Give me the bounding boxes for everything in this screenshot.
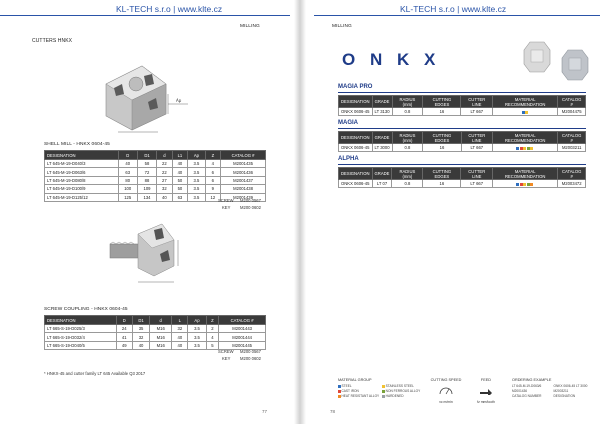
header-rule-right [314,15,600,16]
shell-mill-header-row [45,151,266,160]
table-row [45,160,266,168]
col-material: MATERIAL RECOMMENDATION [493,132,558,144]
cell: 27 [157,176,173,184]
cell: 63 [118,168,137,176]
header-row [339,96,586,108]
group-rule [338,164,586,165]
coupling-screw-code: M200 0567 [240,349,261,354]
section-label-right: MILLING [332,24,352,29]
cell: 3.5 [188,333,206,341]
col-radius: RADIUS (mm) [392,96,423,108]
shell-mill-table [44,150,266,202]
col-edges: CUTTING EDGES [423,168,461,180]
ordering-line: DESIGNATION [553,394,576,398]
col-d-small: d [157,151,173,160]
group-title-magia: MAGIA [338,120,358,126]
legend-vc: vc m/min [439,400,453,404]
cell: LT 645-M-19-D063/6 [45,168,119,176]
legend-fz: fz mm/tooth [477,400,495,404]
material-list [338,384,421,398]
material-label: HARDENED [385,394,404,398]
cell: 16 [423,108,461,116]
cell: M2001443 [219,325,266,333]
cell: 22 [157,168,173,176]
table-row [339,180,586,188]
cell: 12 [205,193,221,201]
material-swatches [493,180,558,188]
table-row [339,108,586,116]
cell: 50 [172,176,188,184]
ordering-lines [512,384,592,398]
ordering-line: M2003211 [553,389,569,393]
group-title-alpha: ALPHA [338,156,359,162]
cell: 3.5 [188,325,206,333]
col-catalog: CATALOG # [558,168,586,180]
cell: 32 [157,185,173,193]
cell: M2003472 [558,180,586,188]
col-cutter-line: CUTTER LINE [461,132,493,144]
cell: 40 [118,160,137,168]
cutters-title: CUTTERS HNKX [32,38,73,44]
table-row [45,185,266,193]
cell: 4 [205,160,221,168]
col-grade: GRADE [372,96,392,108]
material-label: STEEL [341,384,352,388]
col-catalog: CATALOG # [221,151,266,160]
group-title-magia-pro: MAGIA PRO [338,84,373,90]
cell: 125 [118,193,137,201]
speedometer-icon [439,385,453,395]
col-material: MATERIAL RECOMMENDATION [493,96,558,108]
cell: 3.5 [188,168,205,176]
footnote: * HNKX-45 and cutter family LT 645 Available Q3 2017 [44,371,146,376]
cell: 4 [206,333,219,341]
cell: 6 [205,168,221,176]
col-catalog: CATALOG # [558,132,586,144]
cell: LT 667 [461,144,493,152]
ordering-line: LT 645-M-19-D063/6 [512,384,542,388]
cell: 32 [172,325,188,333]
section-label-left: MILLING [240,24,260,29]
shell-mill-title: SHELL MILL - HNKX 0604-45 [44,142,110,147]
col-d: D [116,316,132,325]
cell: LT 645-M-19-D100/9 [45,185,119,193]
col-d1: D1 [132,316,149,325]
cell: 16 [423,180,461,188]
col-designation: DESIGNATION [45,316,117,325]
cell: 63 [172,193,188,201]
cell: 2 [206,325,219,333]
col-edges: CUTTING EDGES [423,132,461,144]
cell: 0.8 [392,144,423,152]
spine-shadow-right [300,0,306,424]
cell: 40 [172,168,188,176]
cell: 134 [137,193,156,201]
cell: LT 665-S-19-D040/5 [45,341,117,349]
cell: 109 [137,185,156,193]
material-legend-item [338,389,379,393]
col-l1: L1 [172,151,188,160]
material-swatches [493,108,558,116]
material-label: HEAT RESISTANT ALLOY [341,394,380,398]
cell: 41 [116,333,132,341]
cell: ONKX 0606-45 [339,144,373,152]
material-legend-item [338,394,379,398]
col-d-small: d [150,316,172,325]
cell: M2004475 [558,108,586,116]
cell: 32 [132,333,149,341]
col-ap: Ap [188,316,206,325]
cell: 16 [423,144,461,152]
cell: M2001435 [221,160,266,168]
col-cutter-line: CUTTER LINE [461,96,493,108]
cell: M2001439 [221,193,266,201]
material-swatches [493,144,558,152]
screw-coupling-drawing-icon [104,214,200,294]
cell: M2001436 [221,168,266,176]
col-ap: Ap [188,151,205,160]
cell: 0.8 [392,108,423,116]
svg-text:Ap: Ap [176,98,182,103]
cell: 40 [172,160,188,168]
material-swatch [530,147,533,150]
screw-coupling-table [44,315,266,350]
alpha-table [338,167,586,188]
cell: 3.5 [188,341,206,349]
coupling-key-label: KEY [222,356,231,361]
material-group-legend [338,378,421,398]
col-grade: GRADE [372,168,392,180]
col-material: MATERIAL RECOMMENDATION [493,168,558,180]
group-rule [338,128,586,129]
page-number-right: 78 [330,409,336,414]
cell: M2001445 [219,341,266,349]
cell: LT 3000 [372,144,392,152]
cell: 40 [172,333,188,341]
cell: 80 [118,176,137,184]
cell: M2003211 [558,144,586,152]
legend-ordering: ORDERING EXAMPLE [512,378,552,382]
cell: 88 [137,176,156,184]
cell: ONKX 0606-45 [339,108,373,116]
magia-pro-table [338,95,586,116]
material-legend-item [382,394,420,398]
cell: LT 665-S-19-D032/4 [45,333,117,341]
col-edges: CUTTING EDGES [423,96,461,108]
cell: 3.5 [188,185,205,193]
col-designation: DESIGNATION [339,132,373,144]
ordering-line: M2001436 [512,389,528,393]
cell: M2001437 [221,176,266,184]
table-row [339,144,586,152]
cell: 49 [116,341,132,349]
cell: LT 645-M-19-D125/12 [45,193,119,201]
cell: ONKX 0606-45 [339,180,373,188]
cell: 24 [116,325,132,333]
col-designation: DESIGNATION [45,151,119,160]
table-row [45,325,266,333]
screw-coupling-title: SCREW COUPLING - HNKX 0604-45 [44,307,128,312]
page-number-left: 77 [262,409,268,414]
material-label: STAINLESS STEEL [385,384,414,388]
cell: 35 [132,325,149,333]
cell: M2001438 [221,185,266,193]
header-row [339,132,586,144]
col-z: Z [206,316,219,325]
header-row [339,168,586,180]
material-label: NON FERROUS ALLOY [385,389,421,393]
cell: LT 667 [461,180,493,188]
shell-screw-label: SCREW [218,198,234,203]
cell: 3.5 [188,160,205,168]
table-row [45,333,266,341]
cell: 0.8 [392,180,423,188]
cell: LT 645-M-19-D040/3 [45,160,119,168]
cell: 3.5 [188,176,205,184]
col-catalog: CATALOG # [219,316,266,325]
ordering-example [512,378,592,398]
col-l: L [172,316,188,325]
table-row [45,176,266,184]
material-legend-item [338,384,379,388]
site-header-right: KL-TECH s.r.o | www.klte.cz [400,4,507,14]
cell: 100 [118,185,137,193]
cell: M16 [150,341,172,349]
cell: 5 [206,341,219,349]
cell: 22 [157,160,173,168]
cell: 40 [157,193,173,201]
shell-key-label: KEY [222,205,231,210]
insert-title: O N K X [342,50,441,69]
screw-coupling-header-row [45,316,266,325]
shell-screw-code: M200 0567 [240,198,261,203]
col-radius: RADIUS (mm) [392,168,423,180]
legend-material-title: MATERIAL GROUP [338,378,372,382]
cell: LT 3130 [372,108,392,116]
coupling-key-code: M200 0602 [240,356,261,361]
material-label: CAST IRON [341,389,359,393]
cell: LT 667 [461,108,493,116]
material-legend-item [382,384,420,388]
col-catalog: CATALOG # [558,96,586,108]
legend-feed: FEED [480,378,492,382]
right-page [300,0,600,424]
shell-key-code: M200 0602 [240,205,261,210]
cell: LT 665-S-19-D025/3 [45,325,117,333]
cell: 58 [137,160,156,168]
feed-arrow-icon [479,385,493,395]
cutting-speed-legend [428,378,464,404]
ordering-line: ONKX 0606-45 LT 3000 [553,384,588,388]
cell: LT 645-M-19-D080/8 [45,176,119,184]
cell: 3.5 [188,193,205,201]
cell: 6 [205,176,221,184]
group-rule [338,92,586,93]
col-grade: GRADE [372,132,392,144]
coupling-screw-label: SCREW [218,349,234,354]
cell: M16 [150,333,172,341]
table-row [45,168,266,176]
magia-table [338,131,586,152]
col-designation: DESIGNATION [339,168,373,180]
site-header-left: KL-TECH s.r.o | www.klte.cz [116,4,223,14]
col-designation: DESIGNATION [339,96,373,108]
shell-mill-drawing-icon [88,54,198,134]
cell: M16 [150,325,172,333]
material-swatch [530,183,533,186]
col-d1: D1 [137,151,156,160]
cell: 72 [137,168,156,176]
feed-legend [468,378,504,404]
col-radius: RADIUS (mm) [392,132,423,144]
insert-image-icon [514,34,596,86]
col-z: Z [205,151,221,160]
cell: 40 [172,341,188,349]
legend-cutting-speed: CUTTING SPEED [430,378,462,382]
cell: 50 [172,185,188,193]
col-d: D [118,151,137,160]
cell: 40 [132,341,149,349]
cell: 9 [205,185,221,193]
col-cutter-line: CUTTER LINE [461,168,493,180]
material-swatch [525,111,528,114]
material-legend-item [382,389,420,393]
cell: LT 07 [372,180,392,188]
cell: M2001444 [219,333,266,341]
header-rule-left [0,15,290,16]
ordering-line: CATALOG NUMBER [512,394,542,398]
